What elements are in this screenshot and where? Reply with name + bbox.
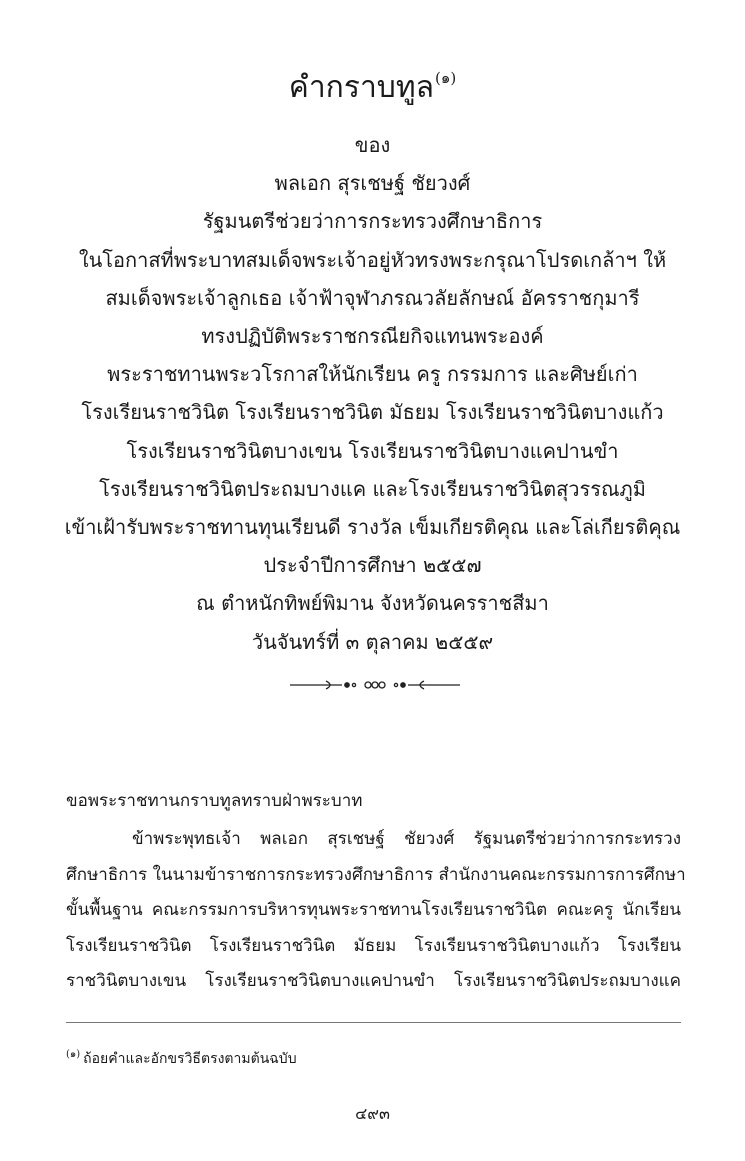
footnote-marker: (๑): [66, 1049, 81, 1060]
footnote-text: ถ้อยคำและอักขรวิธีตรงตามต้นฉบับ: [83, 1051, 297, 1067]
title-text: คำกราบทูล: [288, 70, 434, 105]
heading-line: พลเอก สุรเชษฐ์ ชัยวงศ์: [274, 171, 471, 196]
heading-line: โรงเรียนราชวินิตประถมบางแค และโรงเรียนราชวินิตสุวรรณภูมิ: [99, 476, 646, 501]
page-title: [0, 58, 745, 108]
heading-line: ประจำปีการศึกษา ๒๕๕๗: [263, 553, 482, 578]
footnote-divider: [66, 1022, 681, 1023]
heading-line: สมเด็จพระเจ้าลูกเธอ เจ้าฟ้าจุฬาภรณวลัยลักษณ์ อัครราชกุมารี: [105, 285, 640, 310]
heading-line: รัฐมนตรีช่วยว่าการกระทรวงศึกษาธิการ: [202, 209, 543, 234]
heading-line: ในโอกาสที่พระบาทสมเด็จพระเจ้าอยู่หัวทรงพระกรุณาโปรดเกล้าฯ ให้: [78, 247, 667, 272]
heading-line: โรงเรียนราชวินิตบางเขน โรงเรียนราชวินิตบางแคปานขำ: [126, 438, 619, 463]
heading-line: ของ: [354, 133, 391, 157]
body-line: ราชวินิตบางเขน โรงเรียนราชวินิตบางแคปานขำ โรงเรียนราชวินิตประถมบางแค: [66, 971, 681, 992]
speech-heading: [20, 126, 725, 661]
heading-line: วันจันทร์ที่ ๓ ตุลาคม ๒๕๕๙: [251, 629, 494, 654]
body-line: ข้าพระพุทธเจ้า พลเอก สุรเชษฐ์ ชัยวงศ์ รัฐมนตรีช่วยว่าการกระทรวง: [132, 829, 681, 849]
footnote: [66, 1044, 297, 1070]
body-paragraph: [66, 822, 686, 1000]
salutation: ขอพระราชทานกราบทูลทราบฝ่าพระบาท: [66, 791, 363, 811]
body-line: ขั้นพื้นฐาน คณะกรรมการบริหารทุนพระราชทานโรงเรียนราชวินิต คณะครู นักเรียน: [66, 900, 681, 921]
heading-line: ทรงปฏิบัติพระราชกรณียกิจแทนพระองค์: [201, 324, 544, 349]
body-line: โรงเรียนราชวินิต โรงเรียนราชวินิต มัธยม โรงเรียนราชวินิตบางแก้ว โรงเรียน: [66, 935, 681, 956]
title-footnote-marker: (๑): [435, 69, 457, 87]
heading-line: เข้าเฝ้ารับพระราชทานทุนเรียนดี รางวัล เข็มเกียรติคุณ และโล่เกียรติคุณ: [64, 515, 681, 540]
heading-line: โรงเรียนราชวินิต โรงเรียนราชวินิต มัธยม โรงเรียนราชวินิตบางแก้ว: [81, 400, 664, 425]
heading-line: พระราชทานพระวโรกาสให้นักเรียน ครู กรรมการ และศิษย์เก่า: [107, 362, 638, 387]
heading-line: ณ ตำหนักทิพย์พิมาน จังหวัดนครราชสีมา: [196, 591, 549, 616]
page-number: ๔๙๓: [355, 1104, 390, 1123]
ornament-divider: [290, 676, 460, 694]
body-line: ศึกษาธิการ ในนามข้าราชการกระทรวงศึกษาธิการ สำนักงานคณะกรรมการการศึกษา: [66, 864, 686, 885]
